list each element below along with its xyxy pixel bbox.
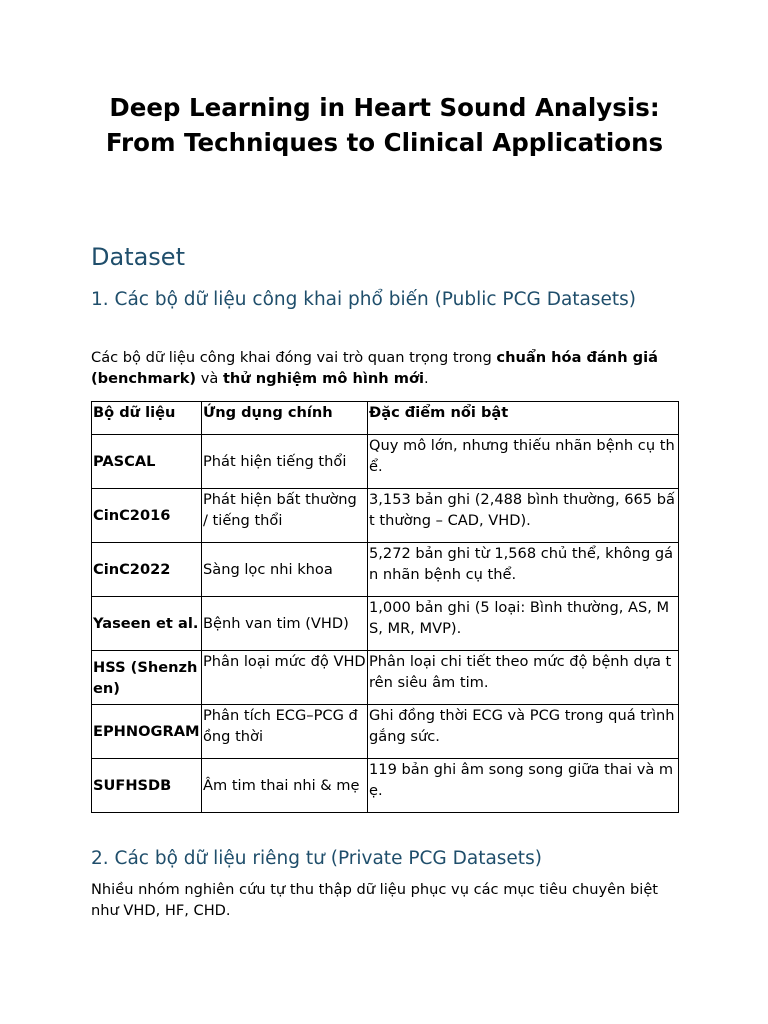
features-cell: Phân loại chi tiết theo mức độ bệnh dựa trên siêu âm tim.: [368, 651, 679, 705]
intro-bold-new-models: thử nghiệm mô hình mới: [222, 370, 424, 387]
document-title-line-2: From Techniques to Clinical Applications: [105, 128, 664, 157]
dataset-name-cell: EPHNOGRAM: [92, 705, 202, 759]
table-row: [92, 597, 679, 651]
table-row: [92, 489, 679, 543]
table-row: [92, 651, 679, 705]
application-cell: Phân tích ECG–PCG đồng thời: [202, 705, 368, 759]
document-title: [91, 90, 678, 160]
public-datasets-table: [91, 401, 679, 813]
table-row: [92, 543, 679, 597]
application-cell: Bệnh van tim (VHD): [202, 597, 368, 651]
intro-text-prefix: Các bộ dữ liệu công khai đóng vai trò quan trọng trong: [91, 349, 497, 366]
dataset-name-cell: CinC2016: [92, 489, 202, 543]
features-cell: 119 bản ghi âm song song giữa thai và mẹ.: [368, 759, 679, 813]
section-heading-dataset: Dataset: [91, 243, 185, 271]
public-datasets-intro: [91, 347, 681, 389]
features-cell: 5,272 bản ghi từ 1,568 chủ thể, không gán nhãn bệnh cụ thể.: [368, 543, 679, 597]
features-cell: Ghi đồng thời ECG và PCG trong quá trình gắng sức.: [368, 705, 679, 759]
features-cell: 1,000 bản ghi (5 loại: Bình thường, AS, MS, MR, MVP).: [368, 597, 679, 651]
dataset-name-cell: Yaseen et al.: [92, 597, 202, 651]
table-header-row: [92, 402, 679, 435]
dataset-name-cell: PASCAL: [92, 435, 202, 489]
features-cell: Quy mô lớn, nhưng thiếu nhãn bệnh cụ thể.: [368, 435, 679, 489]
table-row: [92, 435, 679, 489]
application-cell: Sàng lọc nhi khoa: [202, 543, 368, 597]
intro-text-mid: và: [196, 370, 223, 387]
column-header-features: Đặc điểm nổi bật: [368, 402, 679, 435]
features-cell: 3,153 bản ghi (2,488 bình thường, 665 bất thường – CAD, VHD).: [368, 489, 679, 543]
dataset-name-cell: HSS (Shenzhen): [92, 651, 202, 705]
subheading-private-datasets: 2. Các bộ dữ liệu riêng tư (Private PCG Datasets): [91, 848, 542, 869]
table-row: [92, 705, 679, 759]
application-cell: Phát hiện bất thường / tiếng thổi: [202, 489, 368, 543]
document-title-line-1: Deep Learning in Heart Sound Analysis:: [109, 93, 660, 122]
private-datasets-text: Nhiều nhóm nghiên cứu tự thu thập dữ liệu phục vụ các mục tiêu chuyên biệt như VHD, HF, CHD.: [91, 881, 659, 919]
application-cell: Phát hiện tiếng thổi: [202, 435, 368, 489]
column-header-application: Ứng dụng chính: [202, 402, 368, 435]
subheading-public-datasets: 1. Các bộ dữ liệu công khai phổ biến (Public PCG Datasets): [91, 289, 637, 310]
column-header-dataset: Bộ dữ liệu: [92, 402, 202, 435]
application-cell: Âm tim thai nhi & mẹ: [202, 759, 368, 813]
intro-bold-benchmark: chuẩn hóa đánh giá (benchmark): [91, 349, 658, 387]
dataset-name-cell: CinC2022: [92, 543, 202, 597]
intro-text-suffix: .: [424, 370, 429, 387]
table-row: [92, 759, 679, 813]
dataset-name-cell: SUFHSDB: [92, 759, 202, 813]
application-cell: Phân loại mức độ VHD: [202, 651, 368, 705]
